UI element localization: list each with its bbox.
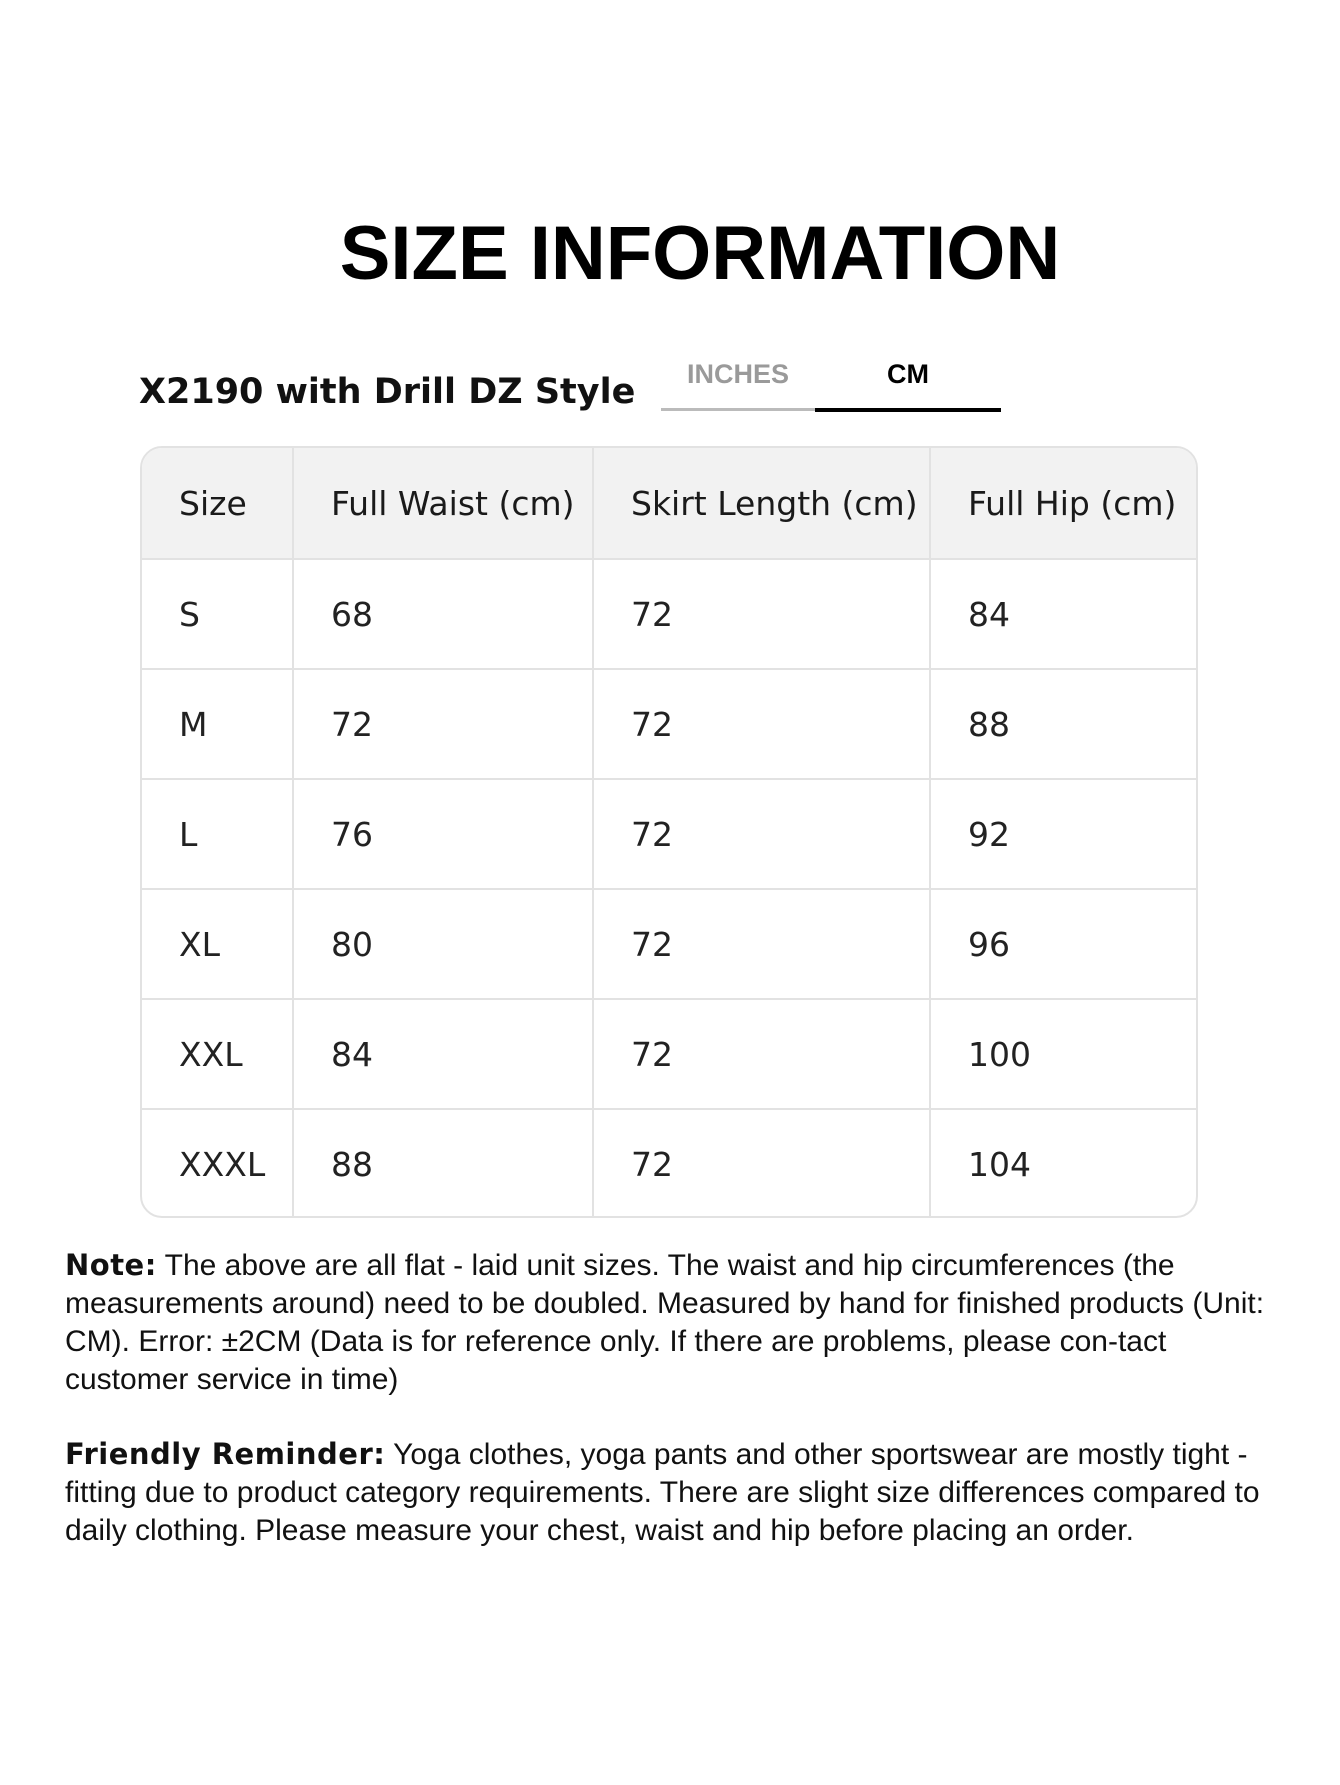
table-row [142, 779, 1198, 889]
cell-full-waist: 76 [293, 779, 593, 889]
cell-skirt-length: 72 [593, 669, 930, 779]
column-header-full-hip: Full Hip (cm) [930, 448, 1198, 559]
cell-full-hip: 92 [930, 779, 1198, 889]
cell-full-waist: 68 [293, 559, 593, 669]
note-paragraph [65, 1246, 1285, 1399]
cell-full-hip: 84 [930, 559, 1198, 669]
cell-full-waist: 88 [293, 1109, 593, 1218]
column-header-size: Size [142, 448, 293, 559]
cell-size: XXXL [142, 1109, 293, 1218]
cell-full-hip: 104 [968, 1144, 1031, 1184]
cell-full-hip: 96 [930, 889, 1198, 999]
tab-cm[interactable]: CM [815, 350, 1001, 412]
product-name: X2190 with Drill DZ Style [139, 372, 636, 412]
note-label: Note: [65, 1248, 157, 1282]
cell-size: S [142, 559, 293, 669]
unit-tabs [661, 350, 1001, 410]
cell-full-hip: 100 [930, 999, 1198, 1109]
table-row [142, 999, 1198, 1109]
table-row [142, 889, 1198, 999]
reminder-text: Yoga clothes, yoga pants and other sportswear are mostly tight - fitting due to product category requirements. There are slight size differences compared to daily clothing. Please measure your chest, waist and hip before placing an order. [65, 1438, 1260, 1547]
cell-size: M [142, 669, 293, 779]
reminder-paragraph [65, 1435, 1285, 1550]
table-row [142, 559, 1198, 669]
cell-skirt-length: 72 [593, 1109, 930, 1218]
cell-full-waist: 84 [293, 999, 593, 1109]
size-table [140, 446, 1198, 1218]
column-header-full-waist: Full Waist (cm) [293, 448, 593, 559]
cell-full-hip: 88 [930, 669, 1198, 779]
reminder-label: Friendly Reminder: [65, 1437, 386, 1471]
cell-skirt-length: 72 [593, 559, 930, 669]
table-row [142, 669, 1198, 779]
cell-size: XL [142, 889, 293, 999]
table-row [142, 1109, 1198, 1218]
note-text: The above are all flat - laid unit sizes. The waist and hip circumferences (the measurements around) need to be doubled. Measured by hand for finished products (Unit: CM). Error: ±2CM (Data is for reference only. If there are problems, please con-tact customer service in time) [65, 1249, 1265, 1396]
cell-size: XXL [142, 999, 293, 1109]
table-header-row [142, 448, 1198, 559]
cell-full-waist: 72 [293, 669, 593, 779]
cell-skirt-length: 72 [593, 999, 930, 1109]
tab-inches[interactable]: INCHES [661, 350, 815, 411]
cell-full-waist: 80 [293, 889, 593, 999]
column-header-skirt-length: Skirt Length (cm) [593, 448, 930, 559]
cell-size: L [142, 779, 293, 889]
cell-skirt-length: 72 [593, 779, 930, 889]
cell-skirt-length: 72 [593, 889, 930, 999]
page-title: SIZE INFORMATION [339, 211, 1061, 296]
